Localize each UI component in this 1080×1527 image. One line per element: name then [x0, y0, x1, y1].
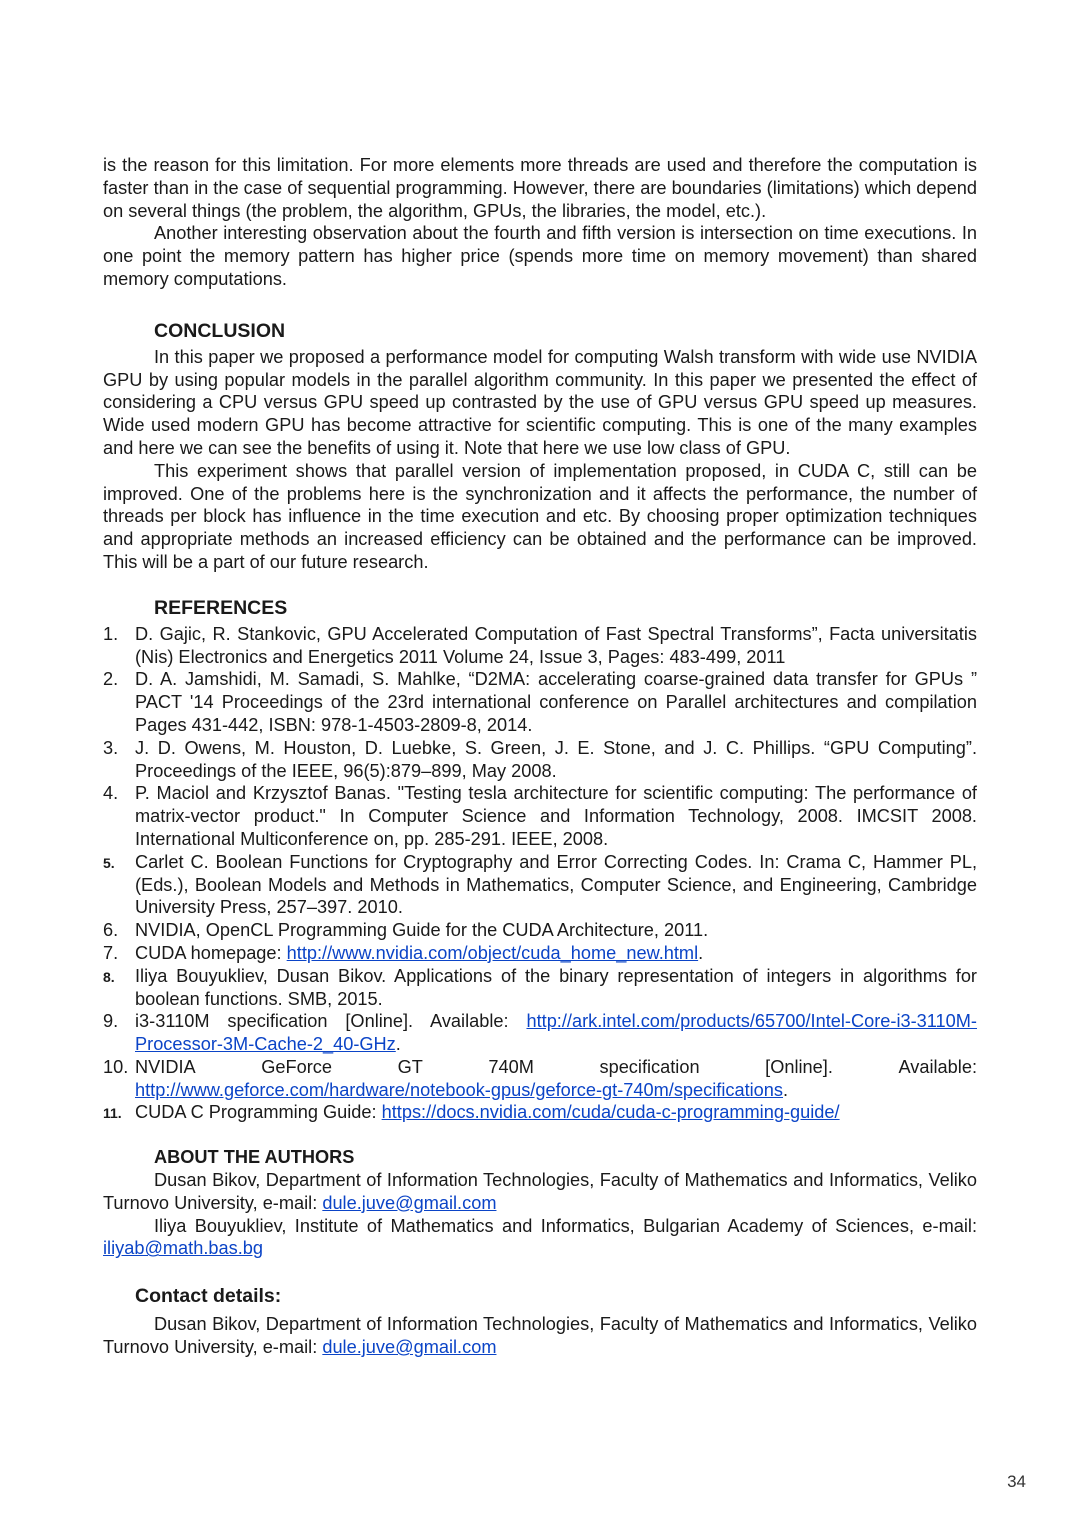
reference-link-intel-ark[interactable]: http://ark.intel.com/products/65700/Intel-Core-i3-3110M-Processor-3M-Cache-2_40-GHz	[135, 1011, 977, 1055]
reference-number: 8.	[103, 968, 115, 985]
reference-item	[103, 965, 977, 1011]
reference-text: NVIDIA GeForce GT 740M specification [Online]. Available:	[135, 1056, 977, 1077]
reference-text: CUDA C Programming Guide:	[135, 1102, 382, 1123]
authors-heading: ABOUT THE AUTHORS	[154, 1147, 355, 1168]
reference-text: i3-3110M specification [Online]. Available:	[135, 1011, 527, 1032]
reference-number: 7.	[103, 942, 119, 963]
contact-heading: Contact details:	[135, 1285, 282, 1308]
page-number: 34	[1007, 1472, 1026, 1491]
contact-email-link[interactable]: dule.juve@gmail.com	[322, 1337, 497, 1358]
conclusion-paragraph-1: In this paper we proposed a performance model for computing Walsh transform with wide use NVIDIA GPU by using popular models in the parallel algorithm community. In this paper we presented the effect of considering a CPU versus GPU speed up contrasted by the use of GPU versus GPU speed up measures. Wide used modern GPU has become attractive for scientific computing. This is one of the many examples and here we can see the benefits of using it. Note that here we use low class of GPU.	[103, 346, 977, 458]
reference-item	[103, 668, 977, 736]
reference-text: P. Maciol and Krzysztof Banas. "Testing tesla architecture for scientific computing: The performance of matrix-vector product." In Computer Science and Information Technology, 2008. IMCSIT 2008. International Multiconference on, pp. 285-291. IEEE, 2008.	[135, 783, 977, 849]
references-heading: REFERENCES	[154, 596, 288, 619]
paper-page	[103, 154, 977, 1359]
reference-number: 10.	[103, 1056, 129, 1077]
reference-text: J. D. Owens, M. Houston, D. Luebke, S. Green, J. E. Stone, and J. C. Phillips. “GPU Computing”. Proceedings of the IEEE, 96(5):879–899, May 2008.	[135, 737, 977, 781]
reference-number: 6.	[103, 920, 119, 941]
intro-paragraph-2: Another interesting observation about the fourth and fifth version is intersection on time executions. In one point the memory pattern has higher price (spends more time on memory movement) than shared memory computations.	[103, 223, 977, 289]
reference-item	[103, 851, 977, 919]
reference-text: D. A. Jamshidi, M. Samadi, S. Mahlke, “D2MA: accelerating coarse-grained data transfer for GPUs ” PACT '14 Proceedings of the 23rd international conference on Parallel architectures and compilation Pages 431-442, ISBN: 978-1-4503-2809-8, 2014.	[135, 669, 977, 735]
author-1-info: Dusan Bikov, Department of Information Technologies, Faculty of Mathematics and Informatics, Veliko Turnovo University, e-mail: dule.juve@gmail.com	[103, 1170, 977, 1213]
reference-link-cuda-homepage[interactable]: http://www.nvidia.com/object/cuda_home_new.html	[286, 942, 699, 963]
reference-item	[103, 737, 977, 783]
reference-item	[103, 1101, 977, 1124]
reference-text: Iliya Bouyukliev, Dusan Bikov. Applications of the binary representation of integers in algorithms for boolean functions. SMB, 2015.	[135, 965, 977, 1009]
conclusion-heading: CONCLUSION	[154, 319, 286, 342]
reference-number: 11.	[103, 1105, 122, 1122]
reference-text: D. Gajic, R. Stankovic, GPU Accelerated Computation of Fast Spectral Transforms”, Facta universitatis (Nis) Electronics and Energetics 2011 Volume 24, Issue 3, Pages: 483-499, 2011	[135, 623, 977, 667]
reference-link-geforce[interactable]: http://www.geforce.com/hardware/notebook-gpus/geforce-gt-740m/specifications	[135, 1079, 784, 1100]
reference-item: 7. CUDA homepage: http://www.nvidia.com/object/cuda_home_new.html.	[103, 942, 704, 963]
reference-number: 4.	[103, 783, 119, 804]
contact-info: Dusan Bikov, Department of Information Technologies, Faculty of Mathematics and Informatics, Veliko Turnovo University, e-mail: dule.juve@gmail.com	[103, 1314, 977, 1358]
reference-text: Carlet C. Boolean Functions for Cryptography and Error Correcting Codes. In: Crama C, Hammer PL, (Eds.), Boolean Models and Methods in Mathematics, Computer Science, and Engineering, Cambridge University Press, 257–397. 2010.	[135, 851, 977, 918]
reference-item	[103, 623, 977, 669]
author-1-email-link[interactable]: dule.juve@gmail.com	[322, 1192, 497, 1213]
reference-number: 3.	[103, 737, 119, 758]
reference-number: 2.	[103, 669, 119, 690]
reference-number: 1.	[103, 623, 119, 644]
reference-number: 5.	[103, 854, 115, 871]
reference-item: 10. NVIDIA GeForce GT 740M specification [Online]. Available: http://www.geforce.com/hardware/notebook-gpus/geforce-gt-740m/specifications.	[103, 1056, 977, 1100]
reference-text: NVIDIA, OpenCL Programming Guide for the CUDA Architecture, 2011.	[135, 920, 709, 941]
reference-text: CUDA homepage:	[135, 942, 287, 963]
reference-item	[103, 919, 977, 942]
author-2-info: Iliya Bouyukliev, Institute of Mathematics and Informatics, Bulgarian Academy of Sciences, e-mail: iliyab@math.bas.bg	[103, 1215, 977, 1259]
reference-number: 9.	[103, 1011, 119, 1032]
reference-item	[103, 782, 977, 850]
conclusion-paragraph-2: This experiment shows that parallel version of implementation proposed, in CUDA C, still can be improved. One of the problems here is the synchronization and it affects the performance, the number of threads per block has influence in the time execution and etc. By choosing proper optimization techniques and appropriate methods an increased efficiency can be obtained and the performance can be improved. This will be a part of our future research.	[103, 460, 977, 572]
reference-list	[103, 623, 977, 1125]
intro-paragraph-1: is the reason for this limitation. For more elements more threads are used and therefore the computation is faster than in the case of sequential programming. However, there are boundaries (limitations) which depend on several things (the problem, the algorithm, GPUs, the libraries, the model, etc.).	[103, 155, 977, 221]
reference-item: 9. i3-3110M specification [Online]. Available: http://ark.intel.com/products/65700/Intel-Core-i3-3110M-Processor-3M-Cache-2_40-GHz.	[103, 1011, 977, 1055]
author-2-email-link[interactable]: iliyab@math.bas.bg	[103, 1238, 264, 1259]
reference-link-cuda-guide[interactable]: https://docs.nvidia.com/cuda/cuda-c-programming-guide/	[381, 1102, 840, 1123]
